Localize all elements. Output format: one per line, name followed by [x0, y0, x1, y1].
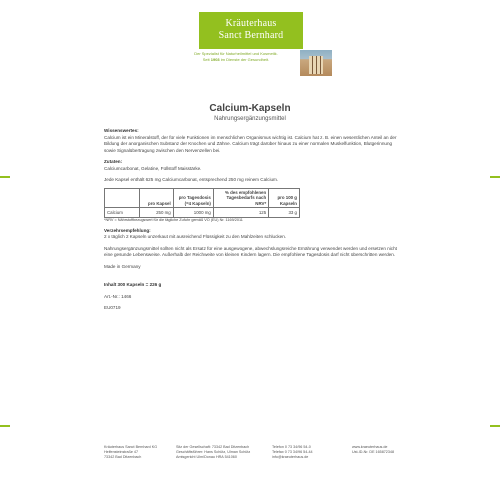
zutaten-text: Calciumcarbonat, Gelatine, Füllstoff Maisstärke.	[104, 165, 202, 171]
nutrition-cell: 125	[213, 208, 268, 217]
nutrition-cell: 1000 mg	[173, 208, 213, 217]
tagline-line-2	[176, 57, 296, 63]
left-fold-mark	[0, 176, 10, 178]
footer-line: 73342 Bad Ditzenbach	[104, 455, 142, 459]
wissenswertes-heading: Wissenswertes:	[104, 128, 139, 133]
tagline-line-1: Der Spezialist für Naturheilmittel und Kosmetik.	[194, 51, 278, 56]
nutrition-row	[105, 208, 300, 217]
footer-line: Telefax 0 73 34/96 54-44	[272, 450, 313, 454]
zutaten-heading: Zutaten:	[104, 159, 123, 164]
spacer	[104, 270, 400, 282]
footer-line: Geschäftsführer: Hans Schütz, Ulman Schütz	[176, 450, 251, 454]
footer-line: Ust-ID-Nr. DE 165872348	[352, 450, 395, 454]
art-nr: Art.-Nr.: 1466	[104, 293, 132, 299]
batch-code: EU0719	[104, 305, 121, 311]
footer-contact	[272, 445, 313, 460]
table-footnote: *NRV = Nährstoffbezugswert für die tägliche Zufuhr gemäß VO (EU) Nr. 1169/2011	[104, 217, 243, 222]
right-fold-mark	[490, 176, 500, 178]
hinweis-text: Nahrungsergänzungsmittel sollten nicht als Ersatz für eine ausgewogene, abwechslungsreiche Ernährung verwendet werden und ersetzen nicht eine gesunde Lebensweise. Außerhalb der Reichweite von kleinen Kindern lagern. Die empfohlene Tagesdosis darf nicht überschritten werden.	[104, 245, 397, 258]
nutrition-header-cell: pro 100 g Kapseln	[269, 188, 300, 208]
tagline-post: im Dienste der Gesundheit.	[219, 57, 270, 62]
nutrition-cell: 33 g	[269, 208, 300, 217]
nutrition-header-cell: pro Tagesdosis (=4 Kapseln)	[173, 188, 213, 208]
inhalt: Inhalt 300 Kapseln = 226 g	[104, 282, 162, 288]
logo-line-2: Sanct Bernhard	[218, 30, 284, 41]
logo-line-1: Kräuterhaus	[225, 18, 277, 29]
brand-tagline	[176, 51, 296, 63]
footer-line: Helfensteinstraße 47	[104, 450, 139, 454]
left-cut-mark	[0, 425, 10, 427]
footer-line: Telefon 0 73 34/96 54-0	[272, 445, 311, 449]
building-photo	[300, 50, 332, 76]
tagline-year: 1903	[210, 57, 220, 62]
footer-address	[104, 445, 157, 460]
footer-line: Sitz der Gesellschaft: 73342 Bad Ditzenbach	[176, 445, 250, 449]
footer-line: Kräuterhaus Sanct Bernhard KG	[104, 445, 158, 449]
nutrition-header-cell: % des empfohlenen Tagesbedarfs nach NRV*	[213, 188, 268, 208]
footer-line: www.kraeuterhaus.de	[352, 445, 388, 449]
label-content	[104, 128, 400, 312]
made-in: Made in Germany	[104, 263, 141, 269]
footer-line: info@kraeuterhaus.de	[272, 455, 309, 459]
nutrition-header-cell: pro Kapsel	[140, 188, 173, 208]
footer-company	[176, 445, 250, 460]
product-title: Calcium-Kapseln	[209, 103, 291, 114]
nutrition-cell: 250 mg	[140, 208, 173, 217]
brand-logo	[199, 12, 303, 49]
wissenswertes-text: Calcium ist ein Mineralstoff, der für viele Funktionen im menschlichen Organismus wichtig ist. Calcium hat z. B. einen wesentlichen Anteil an der Bildung der anorganischen Substanz der Knochen und Zähne. Calcium trägt darüber hinaus zu einer normalen Muskelfunktion, Blutgerinnung sowie Signalübertragung zwischen den Nervenzellen bei.	[104, 134, 397, 153]
verzehr-heading: Verzehrsempfehlung:	[104, 227, 151, 233]
nutrition-header-cell	[105, 188, 140, 208]
footer-line: Amtsgericht Ulm/Donau HRA 541060	[176, 455, 237, 459]
nutrition-header-row	[105, 188, 300, 208]
footer-web	[352, 445, 394, 455]
right-cut-mark	[490, 425, 500, 427]
kapsel-text: Jede Kapsel enthält 625 mg Calciumcarbonat, entsprechend 250 mg reinem Calcium.	[104, 177, 279, 182]
tagline-pre: Seit	[202, 57, 211, 62]
nutrition-cell: Calcium	[105, 208, 140, 217]
product-subtitle: Nahrungsergänzungsmittel	[214, 116, 286, 122]
verzehr-text: 2 x täglich 2 Kapseln unzerkaut mit ausreichend Flüssigkeit zu den Mahlzeiten schlucken.	[104, 234, 287, 240]
nutrition-table	[104, 188, 300, 218]
